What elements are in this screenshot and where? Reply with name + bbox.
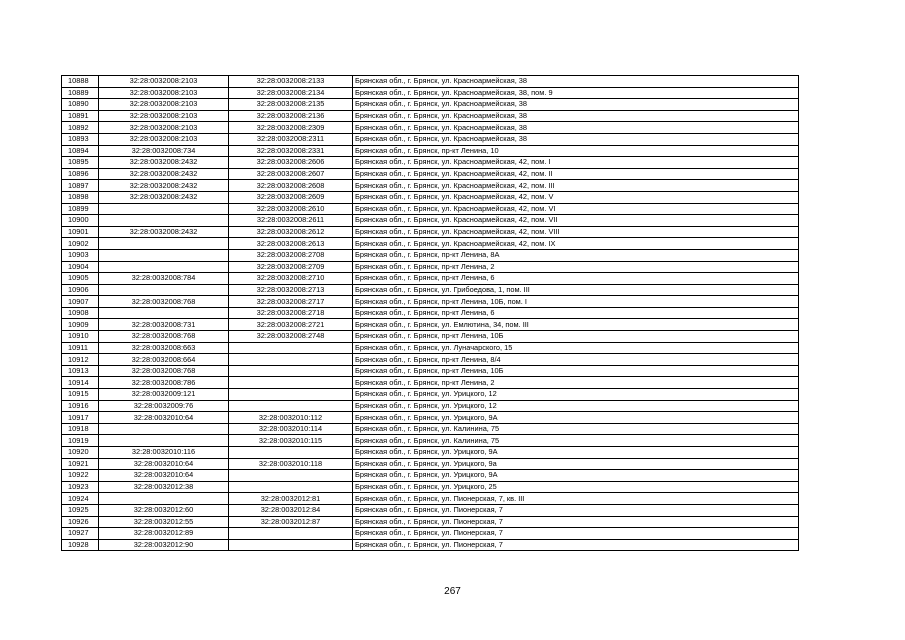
table-row (62, 273, 799, 285)
table-row (62, 249, 799, 261)
address-cell: Брянская обл., г. Брянск, ул. Грибоедова, 1, пом. III (353, 284, 799, 296)
address-cell: Брянская обл., г. Брянск, ул. Пионерская, 7 (353, 516, 799, 528)
object-cadastral-number-cell: 32:28:0032008:2713 (229, 284, 353, 296)
table-row (62, 180, 799, 192)
table-row (62, 331, 799, 343)
object-cadastral-number-cell: 32:28:0032010:112 (229, 412, 353, 424)
address-cell: Брянская обл., г. Брянск, ул. Урицкого, 9А (353, 447, 799, 459)
row-number-cell: 10927 (62, 528, 99, 540)
address-cell: Брянская обл., г. Брянск, ул. Урицкого, 9А (353, 470, 799, 482)
table-row (62, 226, 799, 238)
parcel-cadastral-number-cell (99, 284, 229, 296)
table-row (62, 528, 799, 540)
object-cadastral-number-cell (229, 389, 353, 401)
address-cell: Брянская обл., г. Брянск, пр-кт Ленина, 10Б (353, 331, 799, 343)
object-cadastral-number-cell: 32:28:0032008:2610 (229, 203, 353, 215)
object-cadastral-number-cell: 32:28:0032008:2613 (229, 238, 353, 250)
table-row (62, 307, 799, 319)
table-row (62, 377, 799, 389)
object-cadastral-number-cell (229, 354, 353, 366)
object-cadastral-number-cell: 32:28:0032012:81 (229, 493, 353, 505)
row-number-cell: 10914 (62, 377, 99, 389)
parcel-cadastral-number-cell: 32:28:0032008:2103 (99, 76, 229, 88)
registry-table-body (62, 76, 799, 551)
row-number-cell: 10913 (62, 365, 99, 377)
row-number-cell: 10916 (62, 400, 99, 412)
address-cell: Брянская обл., г. Брянск, ул. Урицкого, 25 (353, 481, 799, 493)
parcel-cadastral-number-cell: 32:28:0032012:55 (99, 516, 229, 528)
address-cell: Брянская обл., г. Брянск, ул. Красноармейская, 38 (353, 76, 799, 88)
table-row (62, 261, 799, 273)
object-cadastral-number-cell: 32:28:0032008:2708 (229, 249, 353, 261)
row-number-cell: 10900 (62, 215, 99, 227)
table-row (62, 284, 799, 296)
object-cadastral-number-cell: 32:28:0032010:118 (229, 458, 353, 470)
address-cell: Брянская обл., г. Брянск, ул. Урицкого, 12 (353, 389, 799, 401)
row-number-cell: 10917 (62, 412, 99, 424)
parcel-cadastral-number-cell (99, 435, 229, 447)
object-cadastral-number-cell (229, 528, 353, 540)
object-cadastral-number-cell: 32:28:0032012:84 (229, 504, 353, 516)
row-number-cell: 10924 (62, 493, 99, 505)
table-row (62, 365, 799, 377)
table-row (62, 157, 799, 169)
parcel-cadastral-number-cell: 32:28:0032008:768 (99, 365, 229, 377)
row-number-cell: 10893 (62, 133, 99, 145)
table-row (62, 191, 799, 203)
table-row (62, 400, 799, 412)
object-cadastral-number-cell (229, 539, 353, 551)
parcel-cadastral-number-cell (99, 215, 229, 227)
row-number-cell: 10922 (62, 470, 99, 482)
object-cadastral-number-cell (229, 365, 353, 377)
object-cadastral-number-cell: 32:28:0032008:2134 (229, 87, 353, 99)
table-row (62, 238, 799, 250)
address-cell: Брянская обл., г. Брянск, пр-кт Ленина, 10Б, пом. I (353, 296, 799, 308)
address-cell: Брянская обл., г. Брянск, ул. Красноармейская, 38 (353, 110, 799, 122)
parcel-cadastral-number-cell: 32:28:0032012:89 (99, 528, 229, 540)
address-cell: Брянская обл., г. Брянск, ул. Красноармейская, 38 (353, 122, 799, 134)
address-cell: Брянская обл., г. Брянск, пр-кт Ленина, 6 (353, 273, 799, 285)
table-row (62, 133, 799, 145)
parcel-cadastral-number-cell: 32:28:0032012:38 (99, 481, 229, 493)
row-number-cell: 10899 (62, 203, 99, 215)
row-number-cell: 10920 (62, 447, 99, 459)
object-cadastral-number-cell (229, 342, 353, 354)
table-row (62, 342, 799, 354)
address-cell: Брянская обл., г. Брянск, ул. Луначарского, 15 (353, 342, 799, 354)
parcel-cadastral-number-cell: 32:28:0032008:731 (99, 319, 229, 331)
row-number-cell: 10919 (62, 435, 99, 447)
row-number-cell: 10894 (62, 145, 99, 157)
address-cell: Брянская обл., г. Брянск, пр-кт Ленина, 10Б (353, 365, 799, 377)
row-number-cell: 10910 (62, 331, 99, 343)
parcel-cadastral-number-cell: 32:28:0032008:786 (99, 377, 229, 389)
object-cadastral-number-cell: 32:28:0032008:2612 (229, 226, 353, 238)
object-cadastral-number-cell: 32:28:0032008:2606 (229, 157, 353, 169)
parcel-cadastral-number-cell: 32:28:0032012:60 (99, 504, 229, 516)
address-cell: Брянская обл., г. Брянск, ул. Пионерская, 7 (353, 539, 799, 551)
table-row (62, 145, 799, 157)
table-row (62, 539, 799, 551)
object-cadastral-number-cell: 32:28:0032008:2311 (229, 133, 353, 145)
row-number-cell: 10890 (62, 99, 99, 111)
object-cadastral-number-cell (229, 470, 353, 482)
object-cadastral-number-cell: 32:28:0032008:2136 (229, 110, 353, 122)
address-cell: Брянская обл., г. Брянск, ул. Урицкого, 9а (353, 458, 799, 470)
row-number-cell: 10921 (62, 458, 99, 470)
parcel-cadastral-number-cell: 32:28:0032008:2432 (99, 191, 229, 203)
row-number-cell: 10925 (62, 504, 99, 516)
table-row (62, 110, 799, 122)
address-cell: Брянская обл., г. Брянск, ул. Красноармейская, 38 (353, 99, 799, 111)
table-row (62, 296, 799, 308)
table-row (62, 354, 799, 366)
table-row (62, 203, 799, 215)
parcel-cadastral-number-cell: 32:28:0032008:2103 (99, 87, 229, 99)
row-number-cell: 10906 (62, 284, 99, 296)
address-cell: Брянская обл., г. Брянск, пр-кт Ленина, 2 (353, 261, 799, 273)
table-row (62, 447, 799, 459)
row-number-cell: 10895 (62, 157, 99, 169)
address-cell: Брянская обл., г. Брянск, ул. Калинина, 75 (353, 423, 799, 435)
object-cadastral-number-cell (229, 447, 353, 459)
parcel-cadastral-number-cell: 32:28:0032008:734 (99, 145, 229, 157)
address-cell: Брянская обл., г. Брянск, пр-кт Ленина, 6 (353, 307, 799, 319)
address-cell: Брянская обл., г. Брянск, пр-кт Ленина, 10 (353, 145, 799, 157)
parcel-cadastral-number-cell: 32:28:0032008:768 (99, 296, 229, 308)
parcel-cadastral-number-cell: 32:28:0032008:768 (99, 331, 229, 343)
address-cell: Брянская обл., г. Брянск, ул. Пионерская, 7 (353, 528, 799, 540)
row-number-cell: 10903 (62, 249, 99, 261)
table-row (62, 168, 799, 180)
parcel-cadastral-number-cell (99, 203, 229, 215)
parcel-cadastral-number-cell (99, 423, 229, 435)
object-cadastral-number-cell: 32:28:0032012:87 (229, 516, 353, 528)
address-cell: Брянская обл., г. Брянск, пр-кт Ленина, 8А (353, 249, 799, 261)
address-cell: Брянская обл., г. Брянск, ул. Емлютина, 34, пом. III (353, 319, 799, 331)
object-cadastral-number-cell (229, 481, 353, 493)
object-cadastral-number-cell: 32:28:0032008:2609 (229, 191, 353, 203)
row-number-cell: 10909 (62, 319, 99, 331)
table-row (62, 481, 799, 493)
address-cell: Брянская обл., г. Брянск, ул. Красноармейская, 42, пом. III (353, 180, 799, 192)
address-cell: Брянская обл., г. Брянск, ул. Красноармейская, 38 (353, 133, 799, 145)
address-cell: Брянская обл., г. Брянск, ул. Красноармейская, 38, пом. 9 (353, 87, 799, 99)
parcel-cadastral-number-cell (99, 238, 229, 250)
parcel-cadastral-number-cell: 32:28:0032008:2432 (99, 226, 229, 238)
object-cadastral-number-cell: 32:28:0032010:114 (229, 423, 353, 435)
parcel-cadastral-number-cell: 32:28:0032008:784 (99, 273, 229, 285)
object-cadastral-number-cell: 32:28:0032008:2718 (229, 307, 353, 319)
object-cadastral-number-cell: 32:28:0032008:2717 (229, 296, 353, 308)
table-row (62, 215, 799, 227)
parcel-cadastral-number-cell: 32:28:0032010:116 (99, 447, 229, 459)
row-number-cell: 10905 (62, 273, 99, 285)
row-number-cell: 10907 (62, 296, 99, 308)
object-cadastral-number-cell: 32:28:0032008:2309 (229, 122, 353, 134)
object-cadastral-number-cell: 32:28:0032008:2611 (229, 215, 353, 227)
object-cadastral-number-cell: 32:28:0032010:115 (229, 435, 353, 447)
address-cell: Брянская обл., г. Брянск, ул. Красноармейская, 42, пом. VII (353, 215, 799, 227)
address-cell: Брянская обл., г. Брянск, ул. Красноармейская, 42, пом. VIII (353, 226, 799, 238)
row-number-cell: 10911 (62, 342, 99, 354)
address-cell: Брянская обл., г. Брянск, ул. Красноармейская, 42, пом. IX (353, 238, 799, 250)
address-cell: Брянская обл., г. Брянск, пр-кт Ленина, 2 (353, 377, 799, 389)
table-row (62, 87, 799, 99)
row-number-cell: 10915 (62, 389, 99, 401)
row-number-cell: 10892 (62, 122, 99, 134)
row-number-cell: 10896 (62, 168, 99, 180)
parcel-cadastral-number-cell: 32:28:0032009:121 (99, 389, 229, 401)
address-cell: Брянская обл., г. Брянск, ул. Урицкого, 9А (353, 412, 799, 424)
row-number-cell: 10901 (62, 226, 99, 238)
row-number-cell: 10889 (62, 87, 99, 99)
object-cadastral-number-cell (229, 400, 353, 412)
table-row (62, 76, 799, 88)
table-row (62, 435, 799, 447)
address-cell: Брянская обл., г. Брянск, ул. Урицкого, 12 (353, 400, 799, 412)
address-cell: Брянская обл., г. Брянск, ул. Пионерская, 7 (353, 504, 799, 516)
registry-table (61, 75, 799, 551)
object-cadastral-number-cell: 32:28:0032008:2710 (229, 273, 353, 285)
table-row (62, 389, 799, 401)
row-number-cell: 10904 (62, 261, 99, 273)
row-number-cell: 10918 (62, 423, 99, 435)
object-cadastral-number-cell: 32:28:0032008:2709 (229, 261, 353, 273)
page-number: 267 (444, 586, 461, 597)
row-number-cell: 10912 (62, 354, 99, 366)
row-number-cell: 10898 (62, 191, 99, 203)
parcel-cadastral-number-cell: 32:28:0032008:663 (99, 342, 229, 354)
row-number-cell: 10928 (62, 539, 99, 551)
table-row (62, 470, 799, 482)
row-number-cell: 10897 (62, 180, 99, 192)
row-number-cell: 10926 (62, 516, 99, 528)
parcel-cadastral-number-cell (99, 261, 229, 273)
object-cadastral-number-cell (229, 377, 353, 389)
parcel-cadastral-number-cell: 32:28:0032008:2432 (99, 168, 229, 180)
object-cadastral-number-cell: 32:28:0032008:2331 (229, 145, 353, 157)
table-row (62, 493, 799, 505)
table-row (62, 319, 799, 331)
parcel-cadastral-number-cell: 32:28:0032008:2432 (99, 157, 229, 169)
parcel-cadastral-number-cell: 32:28:0032012:90 (99, 539, 229, 551)
object-cadastral-number-cell: 32:28:0032008:2748 (229, 331, 353, 343)
parcel-cadastral-number-cell (99, 493, 229, 505)
address-cell: Брянская обл., г. Брянск, ул. Пионерская, 7, кв. III (353, 493, 799, 505)
parcel-cadastral-number-cell: 32:28:0032010:64 (99, 470, 229, 482)
address-cell: Брянская обл., г. Брянск, ул. Калинина, 75 (353, 435, 799, 447)
row-number-cell: 10908 (62, 307, 99, 319)
row-number-cell: 10888 (62, 76, 99, 88)
parcel-cadastral-number-cell: 32:28:0032009:76 (99, 400, 229, 412)
parcel-cadastral-number-cell: 32:28:0032008:664 (99, 354, 229, 366)
row-number-cell: 10923 (62, 481, 99, 493)
table-row (62, 458, 799, 470)
object-cadastral-number-cell: 32:28:0032008:2721 (229, 319, 353, 331)
parcel-cadastral-number-cell: 32:28:0032008:2103 (99, 122, 229, 134)
address-cell: Брянская обл., г. Брянск, ул. Красноармейская, 42, пом. II (353, 168, 799, 180)
object-cadastral-number-cell: 32:28:0032008:2133 (229, 76, 353, 88)
parcel-cadastral-number-cell: 32:28:0032008:2103 (99, 110, 229, 122)
table-row (62, 412, 799, 424)
table-row (62, 122, 799, 134)
address-cell: Брянская обл., г. Брянск, пр-кт Ленина, 8/4 (353, 354, 799, 366)
address-cell: Брянская обл., г. Брянск, ул. Красноармейская, 42, пом. VI (353, 203, 799, 215)
parcel-cadastral-number-cell: 32:28:0032008:2103 (99, 133, 229, 145)
table-row (62, 516, 799, 528)
object-cadastral-number-cell: 32:28:0032008:2607 (229, 168, 353, 180)
parcel-cadastral-number-cell: 32:28:0032010:64 (99, 458, 229, 470)
parcel-cadastral-number-cell: 32:28:0032008:2432 (99, 180, 229, 192)
parcel-cadastral-number-cell: 32:28:0032008:2103 (99, 99, 229, 111)
parcel-cadastral-number-cell (99, 307, 229, 319)
address-cell: Брянская обл., г. Брянск, ул. Красноармейская, 42, пом. I (353, 157, 799, 169)
table-row (62, 504, 799, 516)
table-row (62, 99, 799, 111)
parcel-cadastral-number-cell (99, 249, 229, 261)
row-number-cell: 10891 (62, 110, 99, 122)
row-number-cell: 10902 (62, 238, 99, 250)
table-row (62, 423, 799, 435)
address-cell: Брянская обл., г. Брянск, ул. Красноармейская, 42, пом. V (353, 191, 799, 203)
object-cadastral-number-cell: 32:28:0032008:2608 (229, 180, 353, 192)
parcel-cadastral-number-cell: 32:28:0032010:64 (99, 412, 229, 424)
object-cadastral-number-cell: 32:28:0032008:2135 (229, 99, 353, 111)
